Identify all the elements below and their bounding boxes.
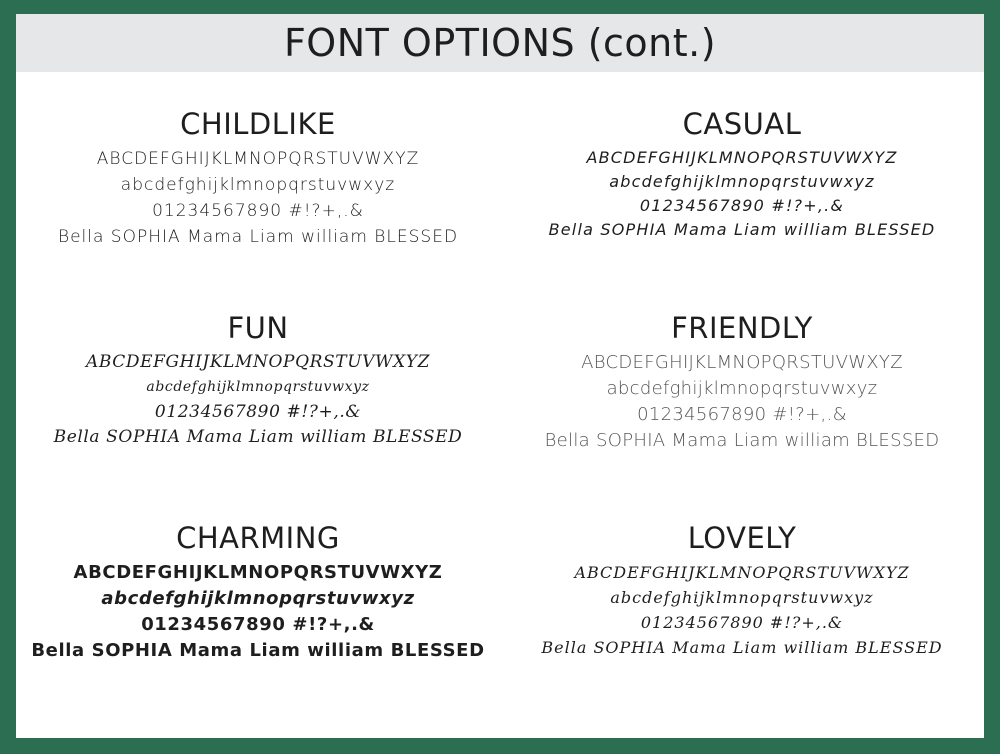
lowercase-sample: abcdefghijklmnopqrstuvwxyz bbox=[120, 175, 396, 195]
lowercase-sample: abcdefghijklmnopqrstuvwxyz bbox=[101, 588, 415, 609]
uppercase-sample: ABCDEFGHIJKLMNOPQRSTUVWXYZ bbox=[581, 352, 903, 373]
font-card-lovely bbox=[500, 520, 984, 660]
name-sample: Bella SOPHIA Mama Liam william BLESSED bbox=[548, 220, 936, 239]
font-name: FUN bbox=[227, 311, 289, 345]
digits-sample: 01234567890 #!?+,.& bbox=[152, 201, 364, 221]
digits-sample: 01234567890 #!?+,.& bbox=[637, 404, 847, 425]
digits-sample: 01234567890 #!?+,.& bbox=[639, 196, 845, 215]
lowercase-sample: abcdefghijklmnopqrstuvwxyz bbox=[610, 588, 874, 607]
font-card-fun bbox=[16, 310, 500, 450]
font-card-childlike bbox=[16, 106, 500, 250]
name-sample: Bella SOPHIA Mama Liam william BLESSED bbox=[31, 640, 485, 661]
lowercase-sample: abcdefghijklmnopqrstuvwxyz bbox=[606, 378, 878, 399]
name-sample: Bella SOPHIA Mama Liam william BLESSED bbox=[53, 427, 463, 447]
name-sample: Bella SOPHIA Mama Liam william BLESSED bbox=[57, 227, 459, 247]
font-card-casual bbox=[500, 106, 984, 242]
page-title: FONT OPTIONS (cont.) bbox=[283, 21, 717, 65]
uppercase-sample: ABCDEFGHIJKLMNOPQRSTUVWXYZ bbox=[96, 149, 420, 169]
lowercase-sample: abcdefghijklmnopqrstuvwxyz bbox=[609, 172, 875, 191]
font-options-sheet bbox=[16, 14, 984, 738]
lowercase-sample: abcdefghijklmnopqrstuvwxyz bbox=[146, 379, 370, 395]
font-name: FRIENDLY bbox=[671, 311, 813, 345]
font-card-friendly bbox=[500, 310, 984, 454]
font-name: CASUAL bbox=[682, 107, 802, 141]
digits-sample: 01234567890 #!?+,.& bbox=[154, 402, 362, 422]
font-name: CHARMING bbox=[176, 521, 340, 555]
uppercase-sample: ABCDEFGHIJKLMNOPQRSTUVWXYZ bbox=[73, 562, 443, 583]
uppercase-sample: ABCDEFGHIJKLMNOPQRSTUVWXYZ bbox=[586, 148, 898, 167]
font-card-charming bbox=[16, 520, 500, 664]
digits-sample: 01234567890 #!?+,.& bbox=[640, 613, 844, 632]
font-name: CHILDLIKE bbox=[180, 107, 336, 141]
title-band bbox=[16, 14, 984, 72]
uppercase-sample: ABCDEFGHIJKLMNOPQRSTUVWXYZ bbox=[85, 352, 431, 372]
font-name: LOVELY bbox=[687, 521, 797, 555]
uppercase-sample: ABCDEFGHIJKLMNOPQRSTUVWXYZ bbox=[574, 563, 910, 582]
digits-sample: 01234567890 #!?+,.& bbox=[141, 614, 375, 635]
name-sample: Bella SOPHIA Mama Liam william BLESSED bbox=[541, 638, 943, 657]
name-sample: Bella SOPHIA Mama Liam william BLESSED bbox=[544, 430, 940, 451]
